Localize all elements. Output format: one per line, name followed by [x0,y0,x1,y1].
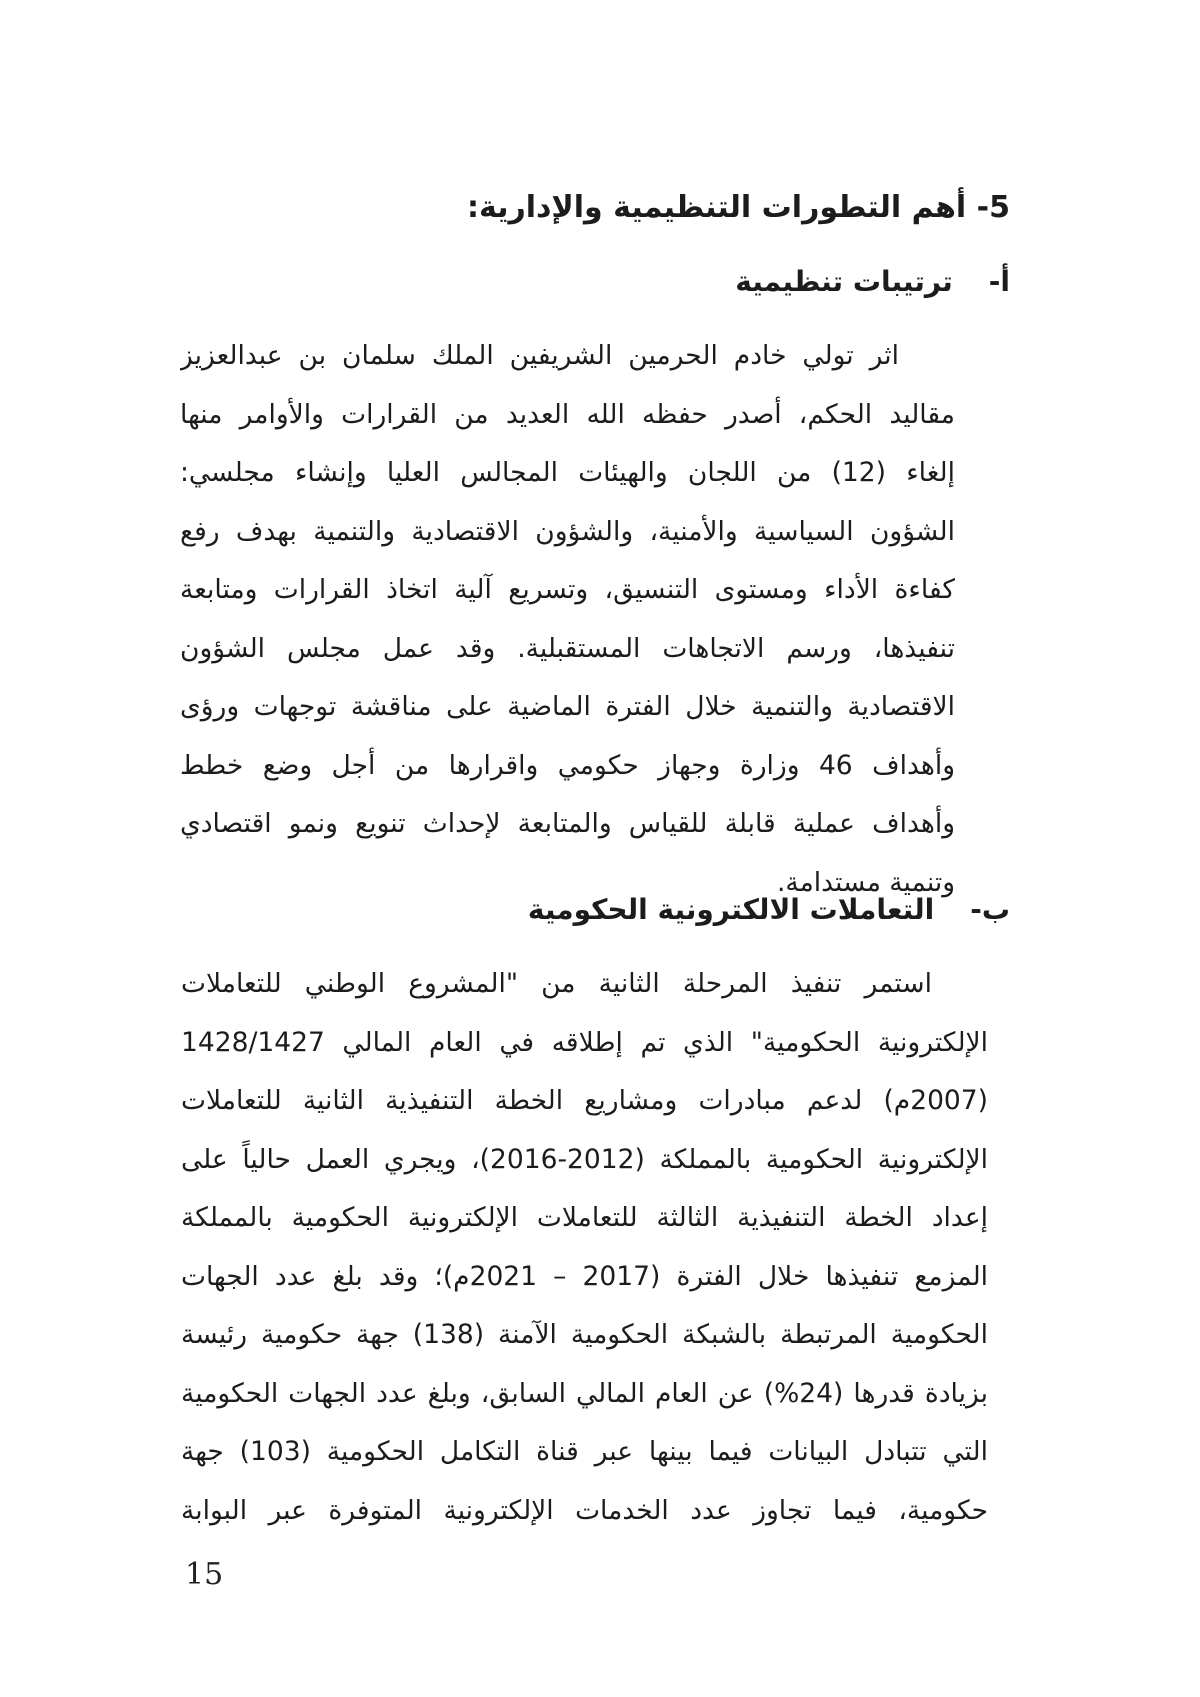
paragraph-line: التي تتبادل البيانات فيما بينها عبر قناة التكامل الحكومية (103) جهة [181,1436,988,1467]
paragraph-line: إعداد الخطة التنفيذية الثالثة للتعاملات الإلكترونية الحكومية بالمملكة [181,1202,988,1233]
paragraph-line: تنفيذها، ورسم الاتجاهات المستقبلية. وقد عمل مجلس الشؤون [180,632,955,664]
paragraph-line: وتنمية مستدامة. [776,866,955,898]
subsection-heading-a [735,265,1010,298]
paragraph-organizational-arrangements [180,327,955,912]
paragraph-line: المزمع تنفيذها خلال الفترة (2017 – 2021م)؛ وقد بلغ عدد الجهات [181,1260,988,1292]
paragraph-line: إلغاء (12) من اللجان والهيئات المجالس العليا وإنشاء مجلسي: [180,457,955,488]
paragraph-line: بزيادة قدرها (24%) عن العام المالي السابق، وبلغ عدد الجهات الحكومية [181,1377,988,1409]
subsection-heading-b [528,893,1010,926]
subsection-letter: ب- [970,893,1010,926]
paragraph-line: وأهداف 46 وزارة وجهاز حكومي واقرارها من أجل وضع خطط [180,749,955,781]
paragraph-line: الحكومية المرتبطة بالشبكة الحكومية الآمنة (138) جهة حكومية رئيسة [181,1319,988,1350]
paragraph-line: الإلكترونية الحكومية بالمملكة (2012-2016)، ويجري العمل حالياً على [181,1143,988,1175]
paragraph-line: مقاليد الحكم، أصدر حفظه الله العديد من القرارات والأوامر منها [180,398,955,430]
subsection-title: ترتيبات تنظيمية [735,265,953,298]
page-number: 15 [185,1557,224,1592]
paragraph-line: الإلكترونية الحكومية" الذي تم إطلاقه في العام المالي 1428/1427 [181,1026,988,1058]
paragraph-line: استمر تنفيذ المرحلة الثانية من "المشروع الوطني للتعاملات [181,968,932,999]
subsection-letter: أ- [988,265,1010,298]
paragraph-line: (2007م) لدعم مبادرات ومشاريع الخطة التنفيذية الثانية للتعاملات [181,1085,988,1116]
paragraph-line: وأهداف عملية قابلة للقياس والمتابعة لإحداث تنويع ونمو اقتصادي [180,808,955,839]
paragraph-line: كفاءة الأداء ومستوى التنسيق، وتسريع آلية اتخاذ القرارات ومتابعة [180,574,955,605]
paragraph-line: الاقتصادية والتنمية خلال الفترة الماضية على مناقشة توجهات ورؤى [180,691,955,722]
paragraph-line: حكومية، فيما تجاوز عدد الخدمات الإلكترونية المتوفرة عبر البوابة [181,1494,988,1526]
paragraph-line: الشؤون السياسية والأمنية، والشؤون الاقتصادية والتنمية بهدف رفع [180,515,955,547]
paragraph-line: اثر تولي خادم الحرمين الشريفين الملك سلمان بن عبدالعزيز [180,340,899,371]
subsection-title: التعاملات الالكترونية الحكومية [527,893,935,926]
section-heading: 5- أهم التطورات التنظيمية والإدارية: [467,190,1010,225]
paragraph-e-government [181,955,988,1540]
